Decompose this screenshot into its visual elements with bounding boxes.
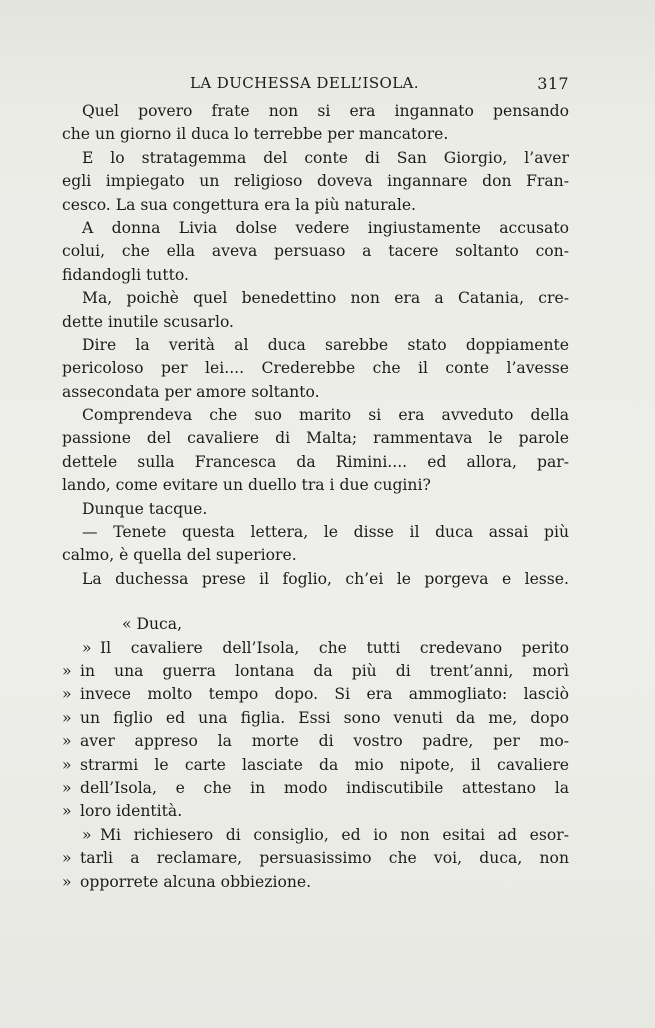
header-title: LA DUCHESSA DELL’ISOLA. [190,74,419,92]
text-line: — Tenete questa lettera, le disse il duca assai più [82,523,569,542]
letter-line [62,847,569,870]
letter-line [62,707,569,730]
letter-line [62,683,569,706]
text-line: Comprendeva che suo marito si era avveduto della [82,406,569,425]
letter-line-text: strarmi le carte lasciate da mio nipote, il cavaliere [80,755,569,774]
quote-mark: » [62,661,72,680]
letter-line [62,871,569,894]
text-line: E lo stratagemma del conte di San Giorgio, l’aver [82,148,569,167]
letter-line [62,730,569,753]
letter-line-text: aver appreso la morte di vostro padre, per mo- [80,732,569,751]
text-line: che un giorno il duca lo terrebbe per mancatore. [62,125,449,144]
quote-mark: » [62,849,72,868]
letter-line [62,637,569,660]
running-header [62,74,569,98]
text-line: fidandogli tutto. [62,265,189,284]
body-text [62,100,569,894]
page-number: 317 [537,74,569,93]
letter-line-text: un figlio ed una figlia. Essi sono venuti da me, dopo [80,708,569,727]
letter-line-text: loro identità. [80,802,183,821]
letter-line [62,660,569,683]
quote-mark: » [82,825,92,844]
letter-line-text: Mi richiesero di consiglio, ed io non esitai ad esor- [100,825,569,844]
letter-line-text: opporrete alcuna obbiezione. [80,872,312,891]
text-line: dette inutile scusarlo. [62,312,235,331]
text-line: egli impiegato un religioso doveva ingannare don Fran- [62,172,569,191]
letter-line-text: invece molto tempo dopo. Si era ammogliato: lasciò [80,685,569,704]
letter-line [62,800,569,823]
text-line: lando, come evitare un duello tra i due cugini? [62,476,431,495]
letter-line-text: dell’Isola, e che in modo indiscutibile attestano la [80,778,569,797]
text-line: pericoloso per lei.... Crederebbe che il conte l’avesse [62,359,569,378]
quote-mark: » [62,685,72,704]
text-line: Ma, poichè quel benedettino non era a Catania, cre- [82,289,569,308]
letter-line [62,777,569,800]
text-line: Dunque tacque. [82,499,208,518]
text-line: colui, che ella aveva persuaso a tacere soltanto con- [62,242,569,261]
letter-line-text: tarli a reclamare, persuasissimo che voi, duca, non [80,849,569,868]
text-line: A donna Livia dolse vedere ingiustamente accusato [82,218,569,237]
quote-mark: » [62,755,72,774]
text-line: assecondata per amore soltanto. [62,382,320,401]
letter-line-text: Il cavaliere dell’Isola, che tutti credevano perito [100,638,569,657]
text-line: calmo, è quella del superiore. [62,546,297,565]
letter-line [62,754,569,777]
quote-mark: » [62,732,72,751]
letter-line [62,824,569,847]
text-line: passione del cavaliere di Malta; rammentava le parole [62,429,569,448]
letter-salutation: « Duca, [122,615,183,634]
quote-mark: » [62,802,72,821]
quote-mark: » [62,778,72,797]
text-line: La duchessa prese il foglio, ch’ei le porgeva e lesse. [82,569,569,588]
text-line: cesco. La sua congettura era la più naturale. [62,195,417,214]
text-line: dettele sulla Francesca da Rimini.... ed allora, par- [62,452,569,471]
quote-mark: » [82,638,92,657]
text-line: Dire la verità al duca sarebbe stato doppiamente [82,335,569,354]
letter-line-text: in una guerra lontana da più di trent’anni, morì [80,661,569,680]
text-line: Quel povero frate non si era ingannato pensando [82,102,569,120]
quote-mark: » [62,872,72,891]
quote-mark: » [62,708,72,727]
